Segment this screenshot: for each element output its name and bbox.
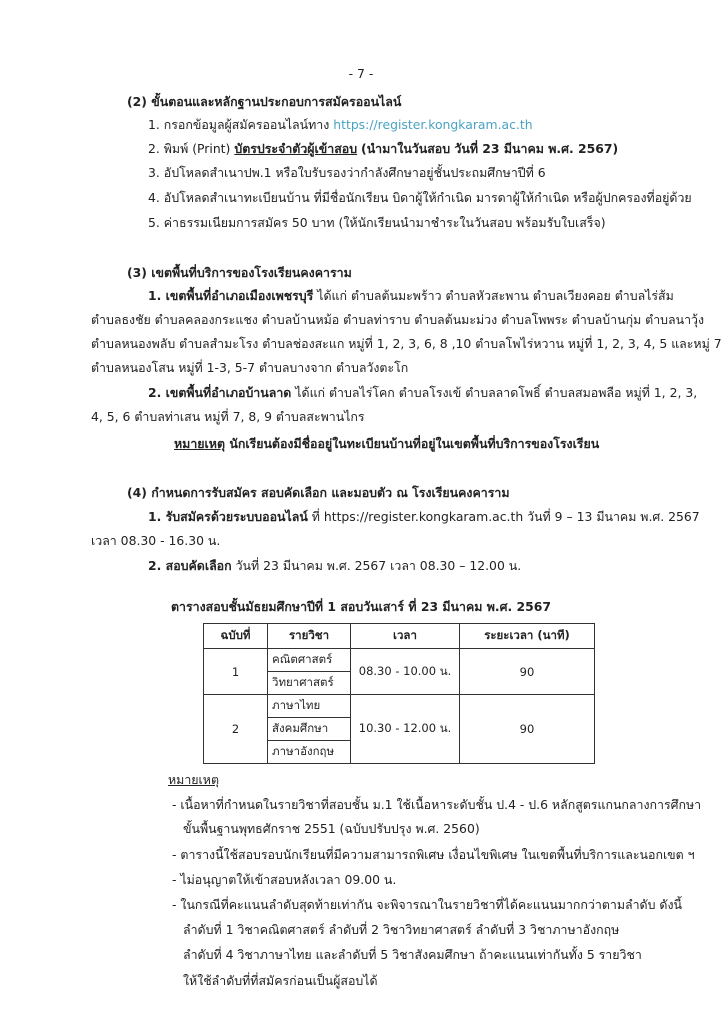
section-2-heading: (2) ขั้นตอนและหลักฐานประกอบการสมัครออนไลน์ bbox=[127, 94, 402, 109]
note-3: - ไม่อนุญาตให้เข้าสอบหลังเวลา 09.00 น. bbox=[172, 872, 397, 887]
section-3-note bbox=[174, 436, 599, 452]
col-header-subject: รายวิชา bbox=[268, 624, 351, 649]
register-link[interactable]: https://register.kongkaram.ac.th bbox=[333, 117, 533, 132]
zone-2-line-1 bbox=[148, 385, 697, 401]
col-header-duration: ระยะเวลา (นาที) bbox=[460, 624, 595, 649]
table-row bbox=[204, 695, 595, 718]
zone-1-title: 1. เขตพื้นที่อำเภอเมืองเพชรบุรี bbox=[148, 288, 314, 303]
zone-1-line-1 bbox=[148, 288, 674, 304]
step-2-prefix: 2. พิมพ์ (Print) bbox=[148, 141, 231, 156]
zone-2-line-2: 4, 5, 6 ตำบลท่าเสน หมู่ที่ 7, 8, 9 ตำบลสะพานไกร bbox=[91, 409, 365, 424]
section-3-note-label: หมายเหตุ bbox=[174, 436, 226, 451]
page-number: - 7 - bbox=[348, 66, 374, 81]
zone-1-line-3: ตำบลหนองพลับ ตำบลสำมะโรง ตำบลช่องสะแก หมู่ที่ 1, 2, 3, 6, 8 ,10 ตำบลโพไร่หวาน หมู่ที่ 1, 2, 3, 4, 5 และหมู่ 7 bbox=[91, 336, 722, 351]
note-4-line-4: ให้ใช้ลำดับที่ที่สมัครก่อนเป็นผู้สอบได้ bbox=[183, 973, 378, 988]
zone-1-text: ได้แก่ ตำบลต้นมะพร้าว ตำบลหัวสะพาน ตำบลเวียงคอย ตำบลไร่ส้ม bbox=[317, 288, 674, 303]
notes-label: หมายเหตุ bbox=[168, 772, 220, 787]
online-registration-time: เวลา 08.30 - 16.30 น. bbox=[91, 533, 221, 548]
table-caption: ตารางสอบชั้นมัธยมศึกษาปีที่ 1 สอบวันเสาร์ ที่ 23 มีนาคม พ.ศ. 2567 bbox=[170, 599, 552, 614]
step-3: 3. อัปโหลดสำเนาปพ.1 หรือใบรับรองว่ากำลังศึกษาอยู่ชั้นประถมศึกษาปีที่ 6 bbox=[148, 165, 546, 180]
step-1-text: 1. กรอกข้อมูลผู้สมัครออนไลน์ทาง bbox=[148, 117, 330, 132]
subject-cell: คณิตศาสตร์ bbox=[268, 649, 351, 672]
note-4-line-1: - ในกรณีที่คะแนนลำดับสุดท้ายเท่ากัน จะพิจารณาในรายวิชาที่ได้คะแนนมากกว่าตามลำดับ ดังนี้ bbox=[172, 897, 682, 912]
online-registration bbox=[148, 509, 700, 525]
zone-1-line-2: ตำบลธงชัย ตำบลคลองกระแชง ตำบลบ้านหม้อ ตำบลท่าราบ ตำบลต้นมะม่วง ตำบลโพพระ ตำบลบ้านกุ่ม ตำบลนาวุ้ง bbox=[91, 312, 705, 327]
duration-cell: 90 bbox=[460, 695, 595, 764]
step-5: 5. ค่าธรรมเนียมการสมัคร 50 บาท (ให้นักเรียนนำมาชำระในวันสอบ พร้อมรับใบเสร็จ) bbox=[148, 215, 606, 230]
step-2-suffix: (นำมาในวันสอบ วันที่ 23 มีนาคม พ.ศ. 2567) bbox=[361, 141, 619, 156]
paper-number: 1 bbox=[204, 649, 268, 695]
subject-cell: ภาษาอังกฤษ bbox=[268, 741, 351, 764]
zone-1-line-4: ตำบลหนองโสน หมู่ที่ 1-3, 5-7 ตำบลบางจาก ตำบลวังตะโก bbox=[91, 360, 409, 375]
step-2-card: บัตรประจำตัวผู้เข้าสอบ bbox=[234, 141, 358, 156]
section-3-heading: (3) เขตพื้นที่บริการของโรงเรียนคงคาราม bbox=[127, 265, 352, 280]
zone-2-title: 2. เขตพื้นที่อำเภอบ้านลาด bbox=[148, 385, 292, 400]
col-header-time: เวลา bbox=[351, 624, 460, 649]
note-2: - ตารางนี้ใช้สอบรอบนักเรียนที่มีความสามารถพิเศษ เงื่อนไขพิเศษ ในเขตพื้นที่บริการและนอกเขต ฯ bbox=[172, 847, 695, 862]
online-registration-text: ที่ https://register.kongkaram.ac.th วันที่ 9 – 13 มีนาคม พ.ศ. 2567 bbox=[311, 509, 700, 524]
section-4-heading: (4) กำหนดการรับสมัคร สอบคัดเลือก และมอบตัว ณ โรงเรียนคงคาราม bbox=[127, 485, 510, 500]
step-4: 4. อัปโหลดสำเนาทะเบียนบ้าน ที่มีชื่อนักเรียน บิดาผู้ให้กำเนิด มารดาผู้ให้กำเนิด หรือผู้ปกครองที่อยู่ด้วย bbox=[148, 190, 692, 205]
table-header-row bbox=[204, 624, 595, 649]
subject-cell: ภาษาไทย bbox=[268, 695, 351, 718]
table-row bbox=[204, 649, 595, 672]
exam-schedule-table bbox=[203, 623, 595, 764]
online-registration-title: 1. รับสมัครด้วยระบบออนไลน์ bbox=[148, 509, 308, 524]
paper-number: 2 bbox=[204, 695, 268, 764]
exam-date bbox=[148, 558, 521, 574]
time-cell: 08.30 - 10.00 น. bbox=[351, 649, 460, 695]
note-4-line-3: ลำดับที่ 4 วิชาภาษาไทย และลำดับที่ 5 วิชาสังคมศึกษา ถ้าคะแนนเท่ากันทั้ง 5 รายวิชา bbox=[183, 947, 642, 962]
subject-cell: วิทยาศาสตร์ bbox=[268, 672, 351, 695]
note-4-line-2: ลำดับที่ 1 วิชาคณิตศาสตร์ ลำดับที่ 2 วิชาวิทยาศาสตร์ ลำดับที่ 3 วิชาภาษาอังกฤษ bbox=[183, 922, 620, 937]
subject-cell: สังคมศึกษา bbox=[268, 718, 351, 741]
note-1-line-2: ขั้นพื้นฐานพุทธศักราช 2551 (ฉบับปรับปรุง พ.ศ. 2560) bbox=[183, 821, 480, 836]
col-header-paper: ฉบับที่ bbox=[204, 624, 268, 649]
step-1 bbox=[148, 117, 533, 133]
exam-date-title: 2. สอบคัดเลือก bbox=[148, 558, 232, 573]
zone-2-text: ได้แก่ ตำบลไร่โคก ตำบลโรงเข้ ตำบลลาดโพธิ์ ตำบลสมอพลือ หมู่ที่ 1, 2, 3, bbox=[295, 385, 698, 400]
step-2 bbox=[148, 141, 618, 157]
duration-cell: 90 bbox=[460, 649, 595, 695]
section-3-note-text: นักเรียนต้องมีชื่ออยู่ในทะเบียนบ้านที่อยู่ในเขตพื้นที่บริการของโรงเรียน bbox=[229, 436, 600, 451]
exam-date-text: วันที่ 23 มีนาคม พ.ศ. 2567 เวลา 08.30 – 12.00 น. bbox=[235, 558, 522, 573]
time-cell: 10.30 - 12.00 น. bbox=[351, 695, 460, 764]
note-1-line-1: - เนื้อหาที่กำหนดในรายวิชาที่สอบชั้น ม.1 ใช้เนื้อหาระดับชั้น ป.4 - ป.6 หลักสูตรแกนกลางการศึกษา bbox=[172, 797, 702, 812]
